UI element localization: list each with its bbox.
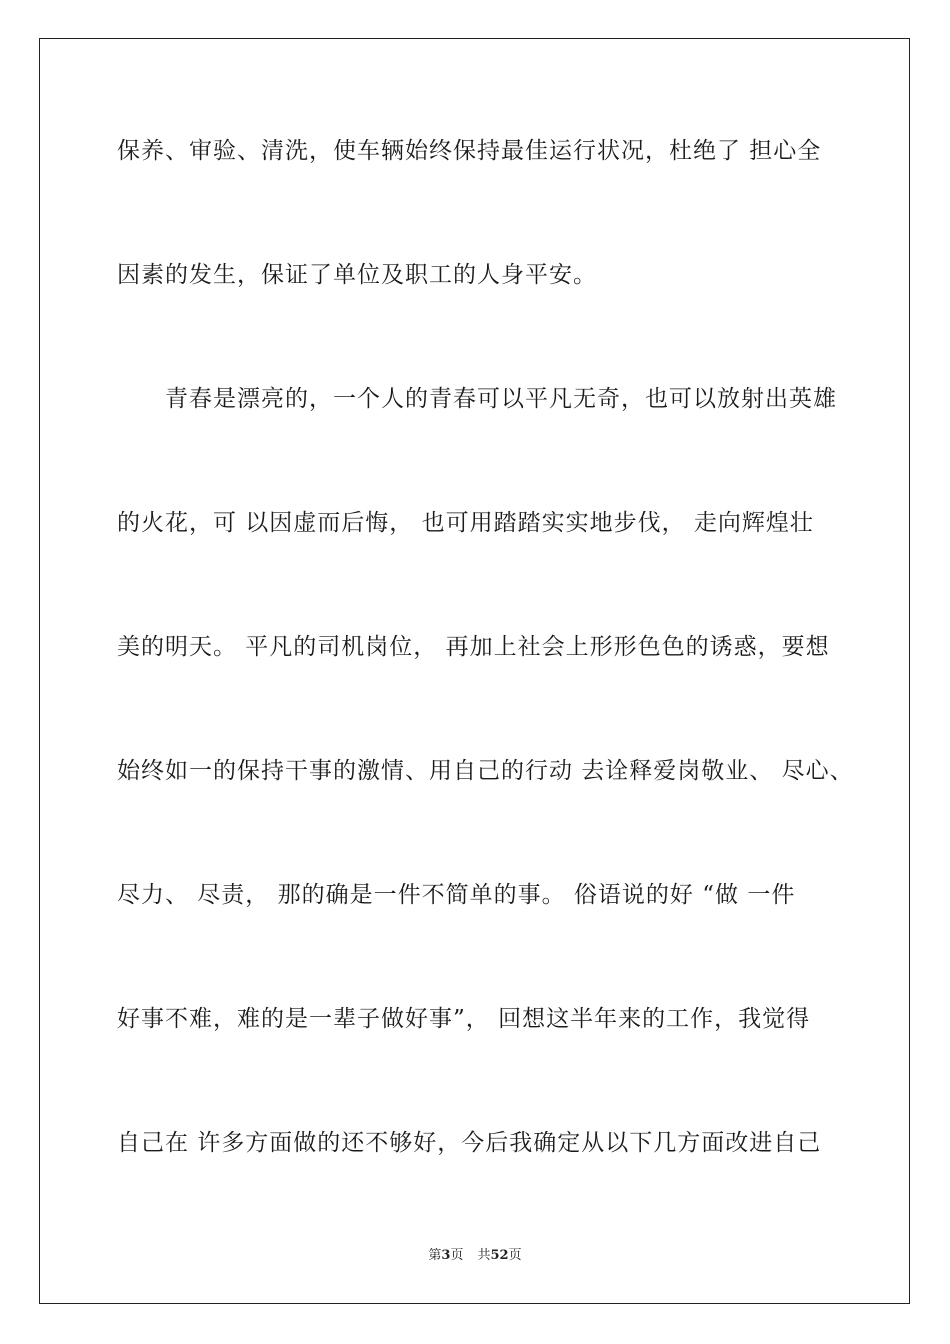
page-border (39, 38, 910, 1304)
page-prefix: 第 (428, 1248, 442, 1263)
text-line-8: 好事不难，难的是一辈子做好事”， 回想这半年来的工作，我觉得 (117, 1006, 811, 1032)
text-line-4: 的火花，可 以因虚而后悔， 也可用踏踏实实地步伐， 走向辉煌壮 (117, 510, 814, 536)
page-total: 52 (490, 1248, 509, 1263)
text-line-9: 自己在 许多方面做的还不够好，今后我确定从以下几方面改进自己 (117, 1130, 822, 1156)
text-line-6: 始终如一的保持干事的激情、用自己的行动 去诠释爱岗敬业、 尽心、 (117, 758, 854, 784)
text-line-3: 青春是漂亮的，一个人的青春可以平凡无奇，也可以放射出英雄 (117, 386, 837, 412)
text-line-7: 尽力、 尽责， 那的确是一件不简单的事。 俗语说的好 “做 一件 (117, 882, 796, 908)
total-suffix: 页 (508, 1248, 522, 1263)
page-current: 3 (441, 1248, 451, 1263)
text-line-1: 保养、审验、清洗，使车辆始终保持最佳运行状况，杜绝了 担心全 (117, 138, 822, 164)
text-line-2: 因素的发生，保证了单位及职工的人身平安。 (117, 262, 597, 288)
total-prefix: 共 (477, 1248, 491, 1263)
page-footer (0, 1247, 950, 1265)
text-line-5: 美的明天。 平凡的司机岗位， 再加上社会上形形色色的诱惑，要想 (117, 634, 830, 660)
page-suffix: 页 (450, 1248, 464, 1263)
